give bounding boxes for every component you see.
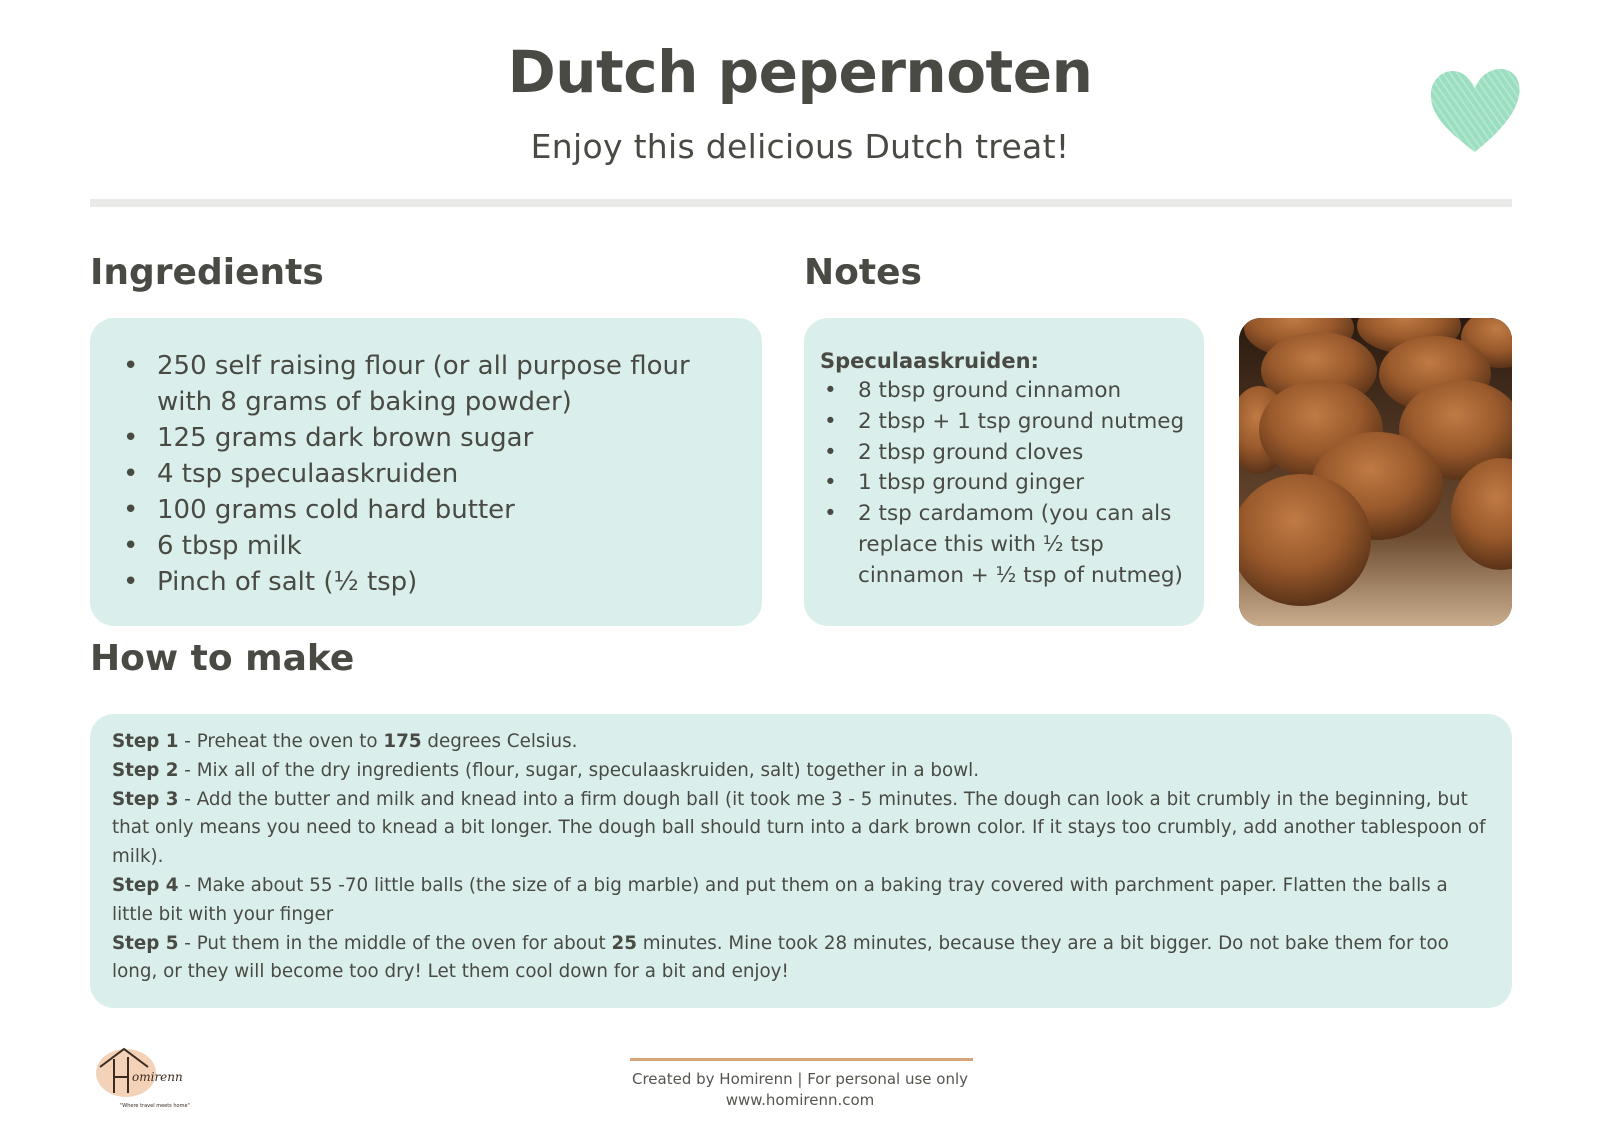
- list-item: • Pinch of salt (½ tsp): [157, 564, 742, 600]
- step-2: [112, 757, 1490, 786]
- step-4: [112, 872, 1490, 930]
- howto-heading: How to make: [90, 638, 355, 679]
- step-text: - Put them in the middle of the oven for about: [178, 932, 612, 954]
- step-1: [112, 728, 1490, 757]
- notes-list: [820, 376, 1194, 592]
- notes-card: [804, 318, 1204, 626]
- step-highlight: 25: [611, 932, 637, 954]
- steps-list: [112, 728, 1490, 987]
- notes-heading: Notes: [804, 252, 922, 293]
- ingredients-list: [126, 348, 742, 600]
- list-item: • 1 tbsp ground ginger: [858, 468, 1194, 499]
- recipe-subtitle: Enjoy this delicious Dutch treat!: [530, 127, 1070, 166]
- heart-icon: [1425, 60, 1525, 160]
- footer-credit: Created by Homirenn | For personal use only: [632, 1070, 968, 1088]
- step-text: minutes. Mine took 28 minutes, because they are a bit bigger. Do not bake them for too long, or they will become too dry! Let them cool down for a bit and enjoy!: [112, 932, 1449, 983]
- recipe-title: Dutch pepernoten: [507, 38, 1093, 106]
- list-item: • 100 grams cold hard butter: [157, 492, 742, 528]
- step-text: degrees Celsius.: [421, 731, 578, 752]
- list-item: • 4 tsp speculaaskruiden: [157, 456, 742, 492]
- step-label: Step 3: [112, 788, 179, 810]
- step-label: Step 4: [112, 874, 179, 896]
- ingredients-heading: Ingredients: [90, 252, 324, 293]
- footer-divider: [630, 1058, 973, 1061]
- step-label: Step 5: [112, 932, 179, 954]
- step-highlight: 175: [383, 731, 422, 752]
- notes-title: Speculaaskruiden:: [820, 349, 1039, 373]
- list-item: • 250 self raising flour (or all purpose flour with 8 grams of baking powder): [157, 348, 742, 420]
- pepernoten-photo: [1239, 318, 1512, 626]
- list-item: • 2 tsp cardamom (you can als replace this with ½ tsp cinnamon + ½ tsp of nutmeg): [858, 499, 1194, 591]
- list-item: • 2 tbsp ground cloves: [858, 438, 1194, 469]
- step-text: - Add the butter and milk and knead into a firm dough ball (it took me 3 - 5 minutes. The dough can look a bit crumbly in the beginning, but that only means you need to knead a bit longer. The dough ball should turn into a dark brown color. If it stays too crumbly, add another tablespoon of milk).: [112, 788, 1486, 868]
- list-item: • 125 grams dark brown sugar: [157, 420, 742, 456]
- step-5: [112, 930, 1490, 988]
- step-label: Step 2: [112, 759, 179, 781]
- step-3: [112, 786, 1490, 872]
- header-divider: [90, 199, 1512, 207]
- ingredients-card: [90, 318, 762, 626]
- step-text: - Make about 55 -70 little balls (the size of a big marble) and put them on a baking tray covered with parchment paper. Flatten the balls a little bit with your finger: [112, 874, 1448, 925]
- list-item: • 8 tbsp ground cinnamon: [858, 376, 1194, 407]
- logo-text: omirenn: [132, 1070, 183, 1084]
- step-label: Step 1: [112, 731, 179, 752]
- logo-tagline: "Where travel meets home": [120, 1103, 190, 1109]
- list-item: • 6 tbsp milk: [157, 528, 742, 564]
- cookies-image: [1239, 318, 1512, 626]
- step-text: - Mix all of the dry ingredients (flour, sugar, speculaaskruiden, salt) together in a bowl.: [178, 759, 980, 781]
- step-text: - Preheat the oven to: [178, 731, 384, 752]
- list-item: • 2 tbsp + 1 tsp ground nutmeg: [858, 407, 1194, 438]
- instructions-card: [90, 714, 1512, 1008]
- footer-website: www.homirenn.com: [725, 1091, 875, 1109]
